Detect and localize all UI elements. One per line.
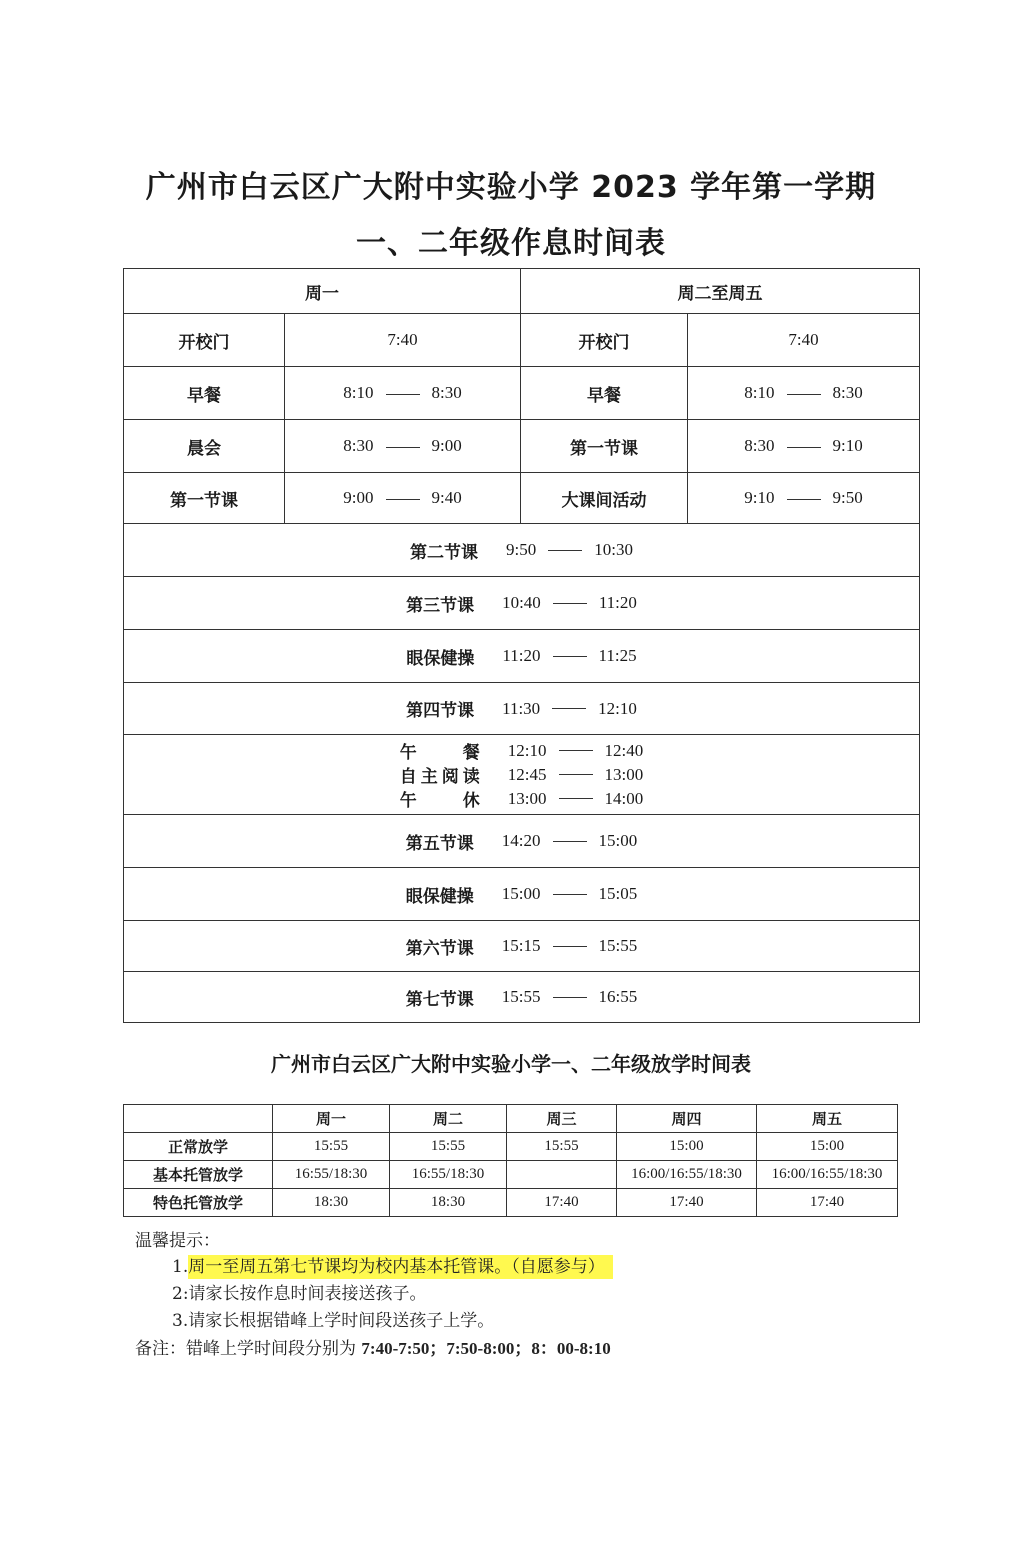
start-time: 12:45: [507, 764, 547, 784]
full-row-cell: [124, 815, 920, 868]
cell: [507, 1161, 617, 1189]
mon-time-range: [285, 473, 521, 524]
dismissal-title: 广州市白云区广大附中实验小学一、二年级放学时间表: [271, 1052, 751, 1076]
start-time: 9:00: [343, 488, 374, 507]
end-time: 15:00: [598, 831, 638, 850]
schedule-row: [124, 473, 920, 524]
notes-heading: 温馨提示：: [135, 1231, 220, 1251]
row-label: 眼保健操: [406, 648, 475, 669]
schedule-row: [124, 420, 920, 473]
mon-time-range: [285, 420, 521, 473]
start-time: 15:15: [501, 936, 541, 955]
start-time: 15:55: [501, 987, 541, 1006]
full-row-cell: [124, 868, 920, 921]
row-label: 午餐: [399, 743, 480, 763]
dash-separator: [787, 394, 821, 395]
header-monday: 周一: [124, 269, 521, 314]
start-time: 8:30: [744, 436, 775, 455]
dash-separator: [386, 394, 420, 395]
cell: 15:00: [757, 1133, 898, 1161]
schedule-row: [124, 815, 920, 868]
mon-label: 早餐: [124, 367, 285, 420]
cell: 17:40: [617, 1189, 757, 1217]
cell: 16:00/16:55/18:30: [617, 1161, 757, 1189]
note-item-2: 2:请家长按作息时间表接送孩子。: [172, 1284, 427, 1304]
note-item-1: [172, 1252, 613, 1277]
row-label: 第五节课: [405, 833, 474, 854]
row-label: 基本托管放学: [124, 1161, 273, 1189]
tf-time-range: [688, 367, 920, 420]
tf-time-range: [688, 420, 920, 473]
end-time: 8:30: [431, 383, 462, 402]
full-row-cell: [124, 524, 920, 577]
start-time: 8:10: [343, 383, 374, 402]
schedule-header-row: [124, 269, 920, 314]
row-label: 第六节课: [405, 938, 474, 959]
row-label: 午休: [399, 791, 480, 811]
cell: 15:55: [273, 1133, 390, 1161]
table-row: [124, 1189, 898, 1217]
start-time: 15:00: [501, 884, 541, 903]
cell: 15:55: [390, 1133, 507, 1161]
end-time: 9:50: [832, 488, 863, 507]
dismissal-header-row: [124, 1105, 898, 1133]
full-row-cell: [124, 921, 920, 972]
dash-separator: [553, 656, 587, 657]
dash-separator: [553, 603, 587, 604]
full-row-cell: [124, 683, 920, 735]
start-time: 9:10: [744, 488, 775, 507]
row-label: 第七节课: [405, 989, 474, 1010]
daily-schedule-table: [123, 268, 920, 1023]
end-time: 9:00: [431, 436, 462, 455]
cell: 16:00/16:55/18:30: [757, 1161, 898, 1189]
dash-separator: [559, 774, 593, 775]
dismissal-table: [123, 1104, 898, 1217]
cell: 18:30: [273, 1189, 390, 1217]
dash-separator: [787, 447, 821, 448]
lunch-block-cell: [124, 735, 920, 815]
tf-time-range: [688, 473, 920, 524]
start-time: 14:20: [501, 831, 541, 850]
cell: 17:40: [507, 1189, 617, 1217]
tf-time: 7:40: [688, 314, 920, 367]
cell: 15:55: [507, 1133, 617, 1161]
schedule-row: [124, 367, 920, 420]
page-title-line2: 一、二年级作息时间表: [356, 226, 666, 261]
col-header: 周五: [757, 1105, 898, 1133]
end-time: 16:55: [598, 987, 638, 1006]
mon-label: 开校门: [124, 314, 285, 367]
dash-separator: [553, 894, 587, 895]
mon-time: 7:40: [285, 314, 521, 367]
end-time: 9:10: [832, 436, 863, 455]
note-item-3: 3.请家长根据错峰上学时间段送孩子上学。: [172, 1311, 495, 1331]
schedule-row: [124, 314, 920, 367]
lunch-block-row: [124, 735, 920, 815]
end-time: 13:00: [604, 764, 644, 784]
end-time: 12:40: [604, 740, 644, 760]
row-label: 自主阅读: [399, 767, 480, 787]
row-label: 第三节课: [406, 595, 475, 616]
row-label: 眼保健操: [405, 886, 474, 907]
start-time: 13:00: [507, 788, 547, 808]
dash-separator: [386, 447, 420, 448]
row-label: 正常放学: [124, 1133, 273, 1161]
start-time: 8:30: [343, 436, 374, 455]
end-time: 11:20: [598, 593, 637, 612]
lunch-item: [124, 739, 919, 763]
start-time: 8:10: [744, 383, 775, 402]
schedule-row: [124, 868, 920, 921]
dash-separator: [553, 841, 587, 842]
start-time: 9:50: [506, 540, 537, 559]
end-time: 9:40: [431, 488, 462, 507]
cell: 16:55/18:30: [273, 1161, 390, 1189]
mon-time-range: [285, 367, 521, 420]
cell: 15:00: [617, 1133, 757, 1161]
tf-label: 第一节课: [521, 420, 688, 473]
end-time: 14:00: [604, 788, 644, 808]
dash-separator: [553, 997, 587, 998]
dash-separator: [559, 798, 593, 799]
page-title-line1: 广州市白云区广大附中实验小学 2023 学年第一学期: [145, 170, 877, 205]
col-header: 周二: [390, 1105, 507, 1133]
end-time: 8:30: [832, 383, 863, 402]
dash-separator: [548, 550, 582, 551]
highlighted-note: 周一至周五第七节课均为校内基本托管课。（自愿参与）: [188, 1255, 613, 1279]
schedule-row: [124, 921, 920, 972]
note-number: 1.: [172, 1257, 189, 1277]
end-time: 10:30: [594, 540, 633, 559]
mon-label: 晨会: [124, 420, 285, 473]
start-time: 12:10: [507, 740, 547, 760]
mon-label: 第一节课: [124, 473, 285, 524]
lunch-item: [124, 787, 919, 811]
row-label: 特色托管放学: [124, 1189, 273, 1217]
end-time: 12:10: [598, 698, 637, 718]
row-label: 第四节课: [406, 701, 475, 721]
remark-times: 7:40-7:50；7:50-8:00；8：00-8:10: [361, 1339, 611, 1358]
schedule-row: [124, 683, 920, 735]
end-time: 11:25: [598, 646, 637, 665]
schedule-row: [124, 972, 920, 1023]
remark-prefix: 备注：错峰上学时间段分别为: [135, 1339, 362, 1359]
start-time: 11:30: [502, 698, 541, 718]
table-row: [124, 1133, 898, 1161]
dash-separator: [553, 946, 587, 947]
schedule-row: [124, 630, 920, 683]
full-row-cell: [124, 972, 920, 1023]
dash-separator: [386, 499, 420, 500]
table-row: [124, 1161, 898, 1189]
dash-separator: [552, 708, 586, 709]
dash-separator: [559, 750, 593, 751]
full-row-cell: [124, 577, 920, 630]
start-time: 10:40: [502, 593, 541, 612]
remark-line: [135, 1334, 611, 1359]
tf-label: 开校门: [521, 314, 688, 367]
end-time: 15:55: [598, 936, 638, 955]
dash-separator: [787, 499, 821, 500]
col-header: 周四: [617, 1105, 757, 1133]
tf-label: 大课间活动: [521, 473, 688, 524]
schedule-row: [124, 577, 920, 630]
header-tue-fri: 周二至周五: [521, 269, 920, 314]
schedule-row: [124, 524, 920, 577]
col-header: 周三: [507, 1105, 617, 1133]
corner-cell: [124, 1105, 273, 1133]
lunch-item: [124, 763, 919, 787]
tf-label: 早餐: [521, 367, 688, 420]
full-row-cell: [124, 630, 920, 683]
cell: 18:30: [390, 1189, 507, 1217]
row-label: 第二节课: [410, 542, 479, 563]
start-time: 11:20: [502, 646, 541, 665]
cell: 16:55/18:30: [390, 1161, 507, 1189]
cell: 17:40: [757, 1189, 898, 1217]
end-time: 15:05: [598, 884, 638, 903]
col-header: 周一: [273, 1105, 390, 1133]
